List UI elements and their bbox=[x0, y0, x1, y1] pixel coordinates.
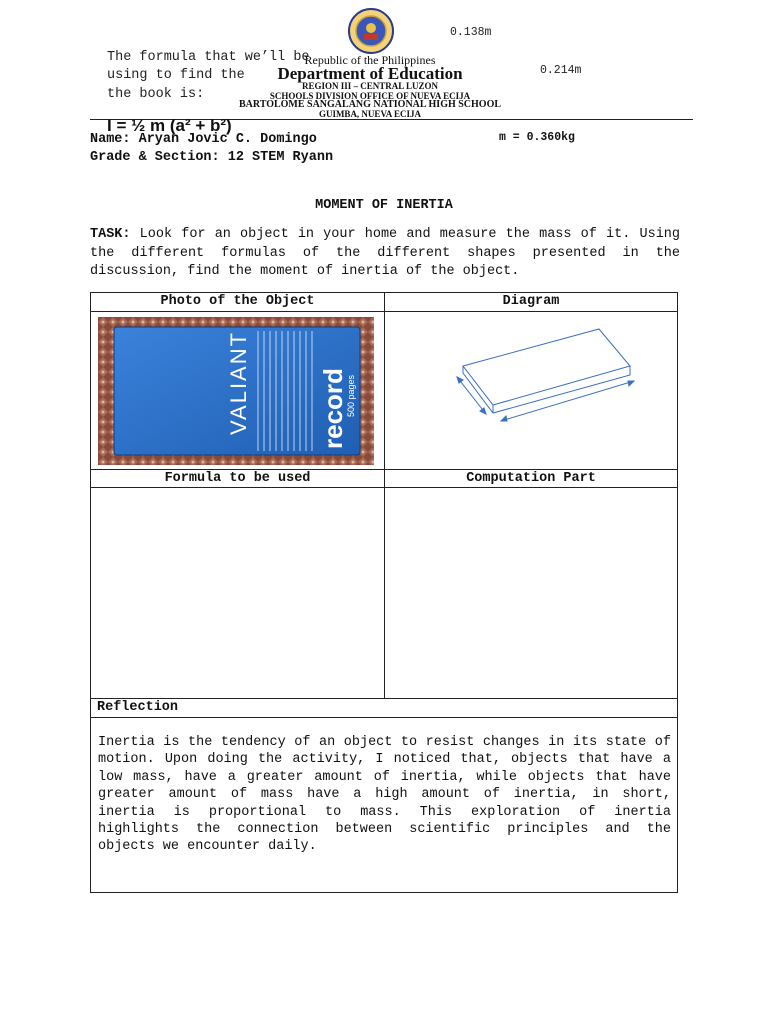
formula-header: Formula to be used bbox=[164, 471, 311, 486]
table-rule bbox=[91, 698, 677, 699]
header-division: SCHOOLS DIVISION OFFICE OF NUEVA ECIJA bbox=[269, 91, 471, 101]
task-label: TASK: bbox=[90, 227, 131, 242]
formula-intro-line-1: The formula that we’ll be bbox=[107, 50, 310, 65]
student-name: Name: Aryan Jovic C. Domingo bbox=[90, 132, 317, 147]
computation-header: Computation Part bbox=[466, 471, 596, 486]
activity-table bbox=[90, 292, 678, 893]
book-pages: 500 pages bbox=[346, 374, 356, 417]
header-republic: Republic of the Philippines bbox=[304, 53, 436, 67]
header-school: BARTOLOME SANGALANG NATIONAL HIGH SCHOOL bbox=[238, 99, 502, 110]
dimension-a: 0.138m bbox=[450, 26, 492, 39]
mass-value: m = 0.360kg bbox=[499, 131, 575, 144]
object-photo bbox=[98, 317, 374, 465]
reflection-header: Reflection bbox=[97, 700, 179, 715]
photo-header: Photo of the Object bbox=[160, 294, 315, 309]
book-product: record bbox=[318, 368, 348, 449]
book-brand: VALIANT bbox=[226, 330, 251, 435]
header-address: GUIMBA, NUEVA ECIJA bbox=[318, 109, 422, 119]
inertia-formula: I = ½ m (a² + b²) bbox=[107, 116, 232, 135]
task-paragraph bbox=[90, 226, 680, 282]
page-title: MOMENT OF INERTIA bbox=[315, 198, 453, 213]
reflection-text: Inertia is the tendency of an object to resist changes in its state of motion. Upon doing the activity, I noticed that, objects that have a low mass, have a greater amount of inertia, while objects that have greater amount of mass have a high amount of inertia, in short, inertia is proportional to mass. This exploration of inertia highlights the connection between scientific principles and the objects we encounter daily. bbox=[98, 735, 671, 855]
task-text: Look for an object in your home and measure the mass of it. Using the different formulas of the different shapes presented in the discussion, find the moment of inertia of the object. bbox=[90, 227, 680, 279]
diagram-header: Diagram bbox=[502, 294, 560, 309]
formula-intro-line-3: the book is: bbox=[107, 87, 205, 102]
student-grade: Grade & Section: 12 STEM Ryann bbox=[90, 150, 334, 165]
dimension-b: 0.214m bbox=[540, 64, 582, 77]
header-department: Department of Education bbox=[277, 64, 463, 83]
table-rule bbox=[91, 717, 677, 718]
formula-intro-line-2: using to find the bbox=[107, 68, 245, 83]
header-region: REGION III – CENTRAL LUZON bbox=[301, 81, 439, 91]
book-diagram bbox=[385, 312, 677, 469]
deped-seal bbox=[337, 8, 405, 54]
